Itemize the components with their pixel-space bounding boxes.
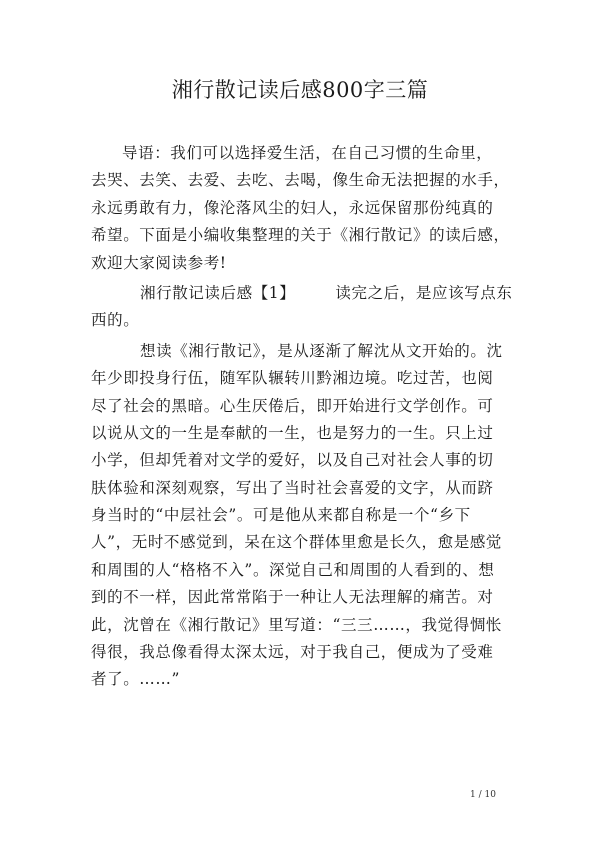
paragraph-line: 尽了社会的黑暗。心生厌倦后，即开始进行文学创作。可	[91, 396, 494, 415]
section-heading-continuation: 西的。	[91, 311, 140, 330]
paragraph-line: 此，沈曾在《湘行散记》里写道：“三三……，我觉得惆怅	[91, 615, 503, 634]
paragraph-line: 身当时的“中层社会”。可是他从来都自称是一个“乡下	[91, 506, 471, 525]
paragraph-line: 和周围的人“格格不入”。深觉自己和周围的人看到的、想	[91, 560, 495, 579]
paragraph-line: 得很，我总像看得太深太远，对于我自己，便成为了受难	[91, 643, 494, 662]
paragraph-line: 人”，无时不感觉到，呆在这个群体里愈是长久，愈是感觉	[91, 533, 503, 552]
section-heading: 湘行散记读后感【1】	[140, 283, 296, 302]
paragraph-line: 肤体验和深刻观察，写出了当时社会喜爱的文字，从而跻	[91, 478, 494, 497]
intro-line: 欢迎大家阅读参考!	[91, 253, 227, 272]
section-heading-trailing-text: 读完之后，是应该写点东	[335, 283, 513, 302]
paragraph-line: 到的不一样，因此常常陷于一种让人无法理解的痛苦。对	[91, 588, 494, 607]
page-indicator: 1 / 10	[470, 790, 496, 800]
section-heading-line	[91, 280, 516, 307]
intro-line: 希望。下面是小编收集整理的关于《湘行散记》的读后感，	[91, 226, 510, 245]
page-title: 湘行散记读后感800字三篇	[171, 78, 429, 102]
paragraph-line: 年少即投身行伍，随军队辗转川黔湘边境。吃过苦，也阅	[91, 369, 494, 388]
intro-line: 永远勇敢有力，像沦落风尘的妇人，永远保留那份纯真的	[91, 198, 494, 217]
intro-line: 去哭、去笑、去爱、去吃、去喝，像生命无法把握的水手，	[91, 171, 510, 190]
paragraph-line: 小学，但却凭着对文学的爱好，以及自己对社会人事的切	[91, 451, 494, 470]
paragraph-line: 想读《湘行散记》，是从逐渐了解沈从文开始的。沈	[140, 341, 503, 360]
paragraph-line: 以说从文的一生是奉献的一生，也是努力的一生。只上过	[91, 423, 494, 442]
paragraph-line: 者了。……”	[91, 670, 181, 689]
intro-line: 导语：我们可以选择爱生活，在自己习惯的生命里，	[122, 144, 493, 162]
document-body	[91, 140, 516, 694]
